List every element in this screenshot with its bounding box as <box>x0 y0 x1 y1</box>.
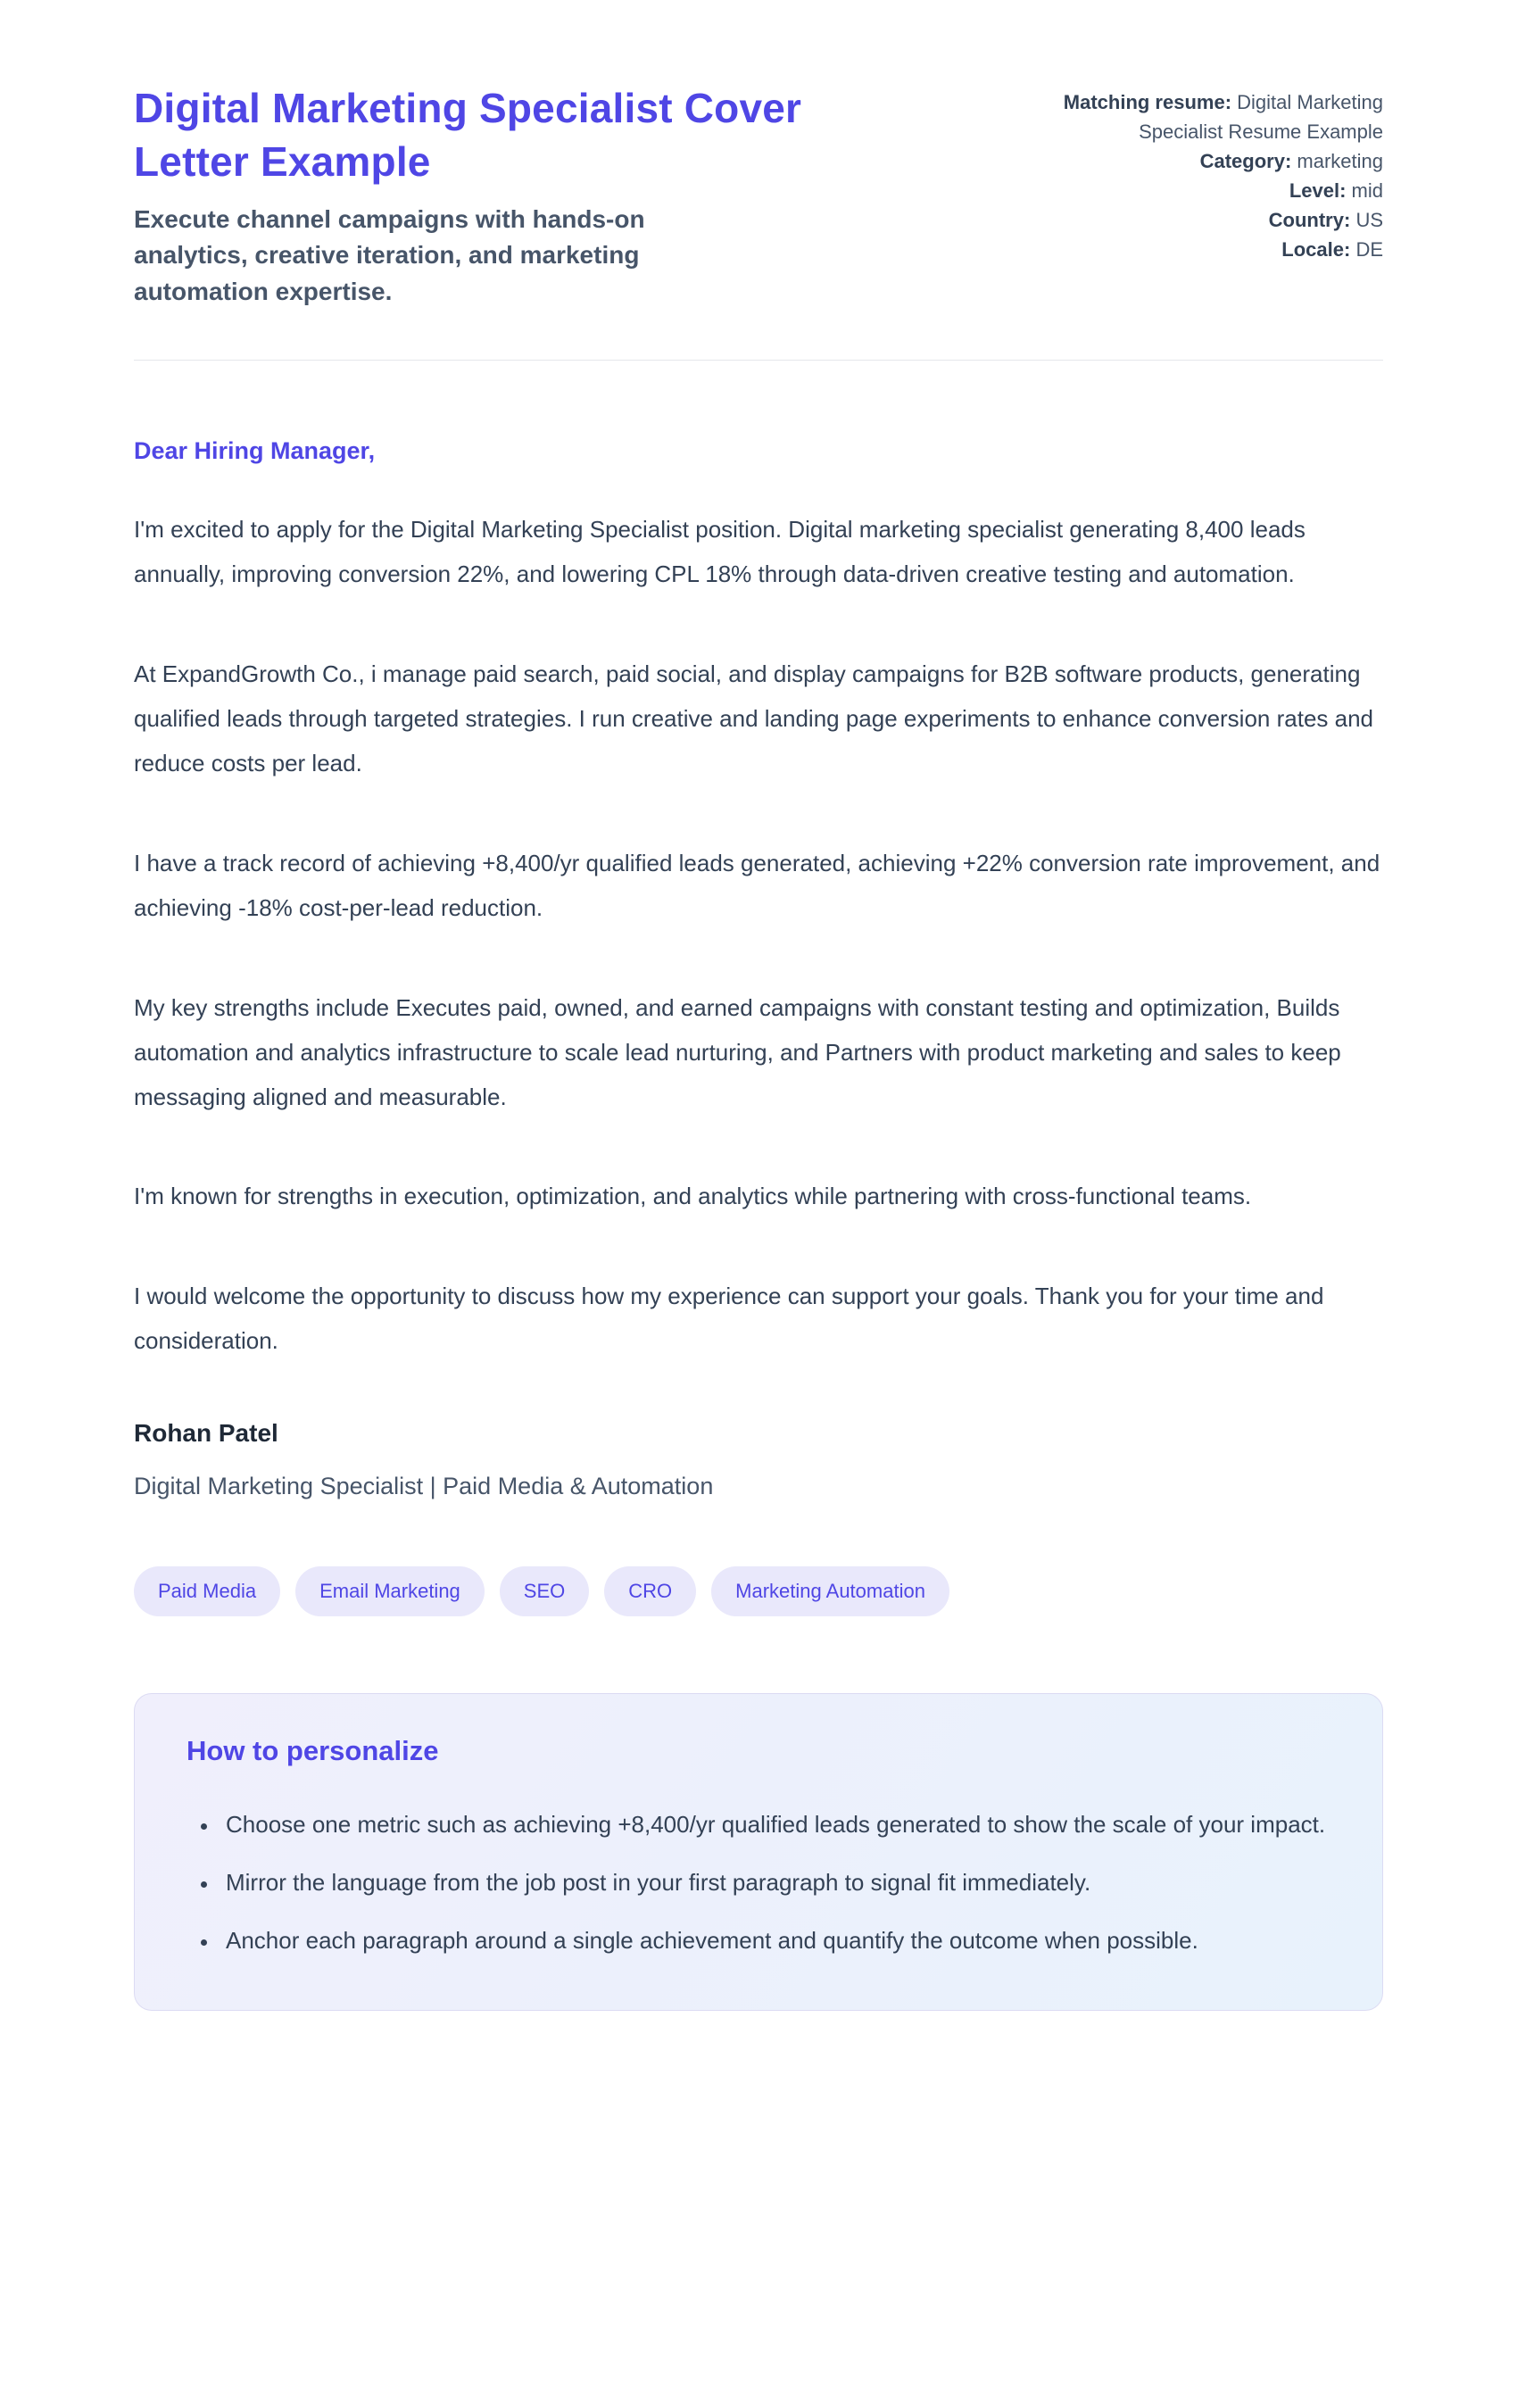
meta-panel <box>1026 82 1383 264</box>
meta-value: US <box>1355 209 1383 231</box>
meta-row <box>1026 205 1383 235</box>
meta-row <box>1026 87 1383 146</box>
meta-label: Category: <box>1199 150 1292 172</box>
tag-chip[interactable]: Marketing Automation <box>711 1566 949 1616</box>
letter-paragraph: I would welcome the opportunity to discuss how my experience can support your goals. Thank you for your time and consideration. <box>134 1283 1324 1355</box>
signature-title: Digital Marketing Specialist | Paid Media & Automation <box>134 1473 714 1500</box>
page-title: Digital Marketing Specialist Cover Letter Example <box>134 85 802 185</box>
header <box>134 82 1383 310</box>
personalize-box <box>134 1693 1383 2011</box>
section-divider <box>134 360 1383 361</box>
tag-chip[interactable]: Paid Media <box>134 1566 280 1616</box>
meta-label: Locale: <box>1281 238 1351 261</box>
tag-list <box>134 1566 1383 1616</box>
letter-paragraph: I have a track record of achieving +8,400/yr qualified leads generated, achieving +22% conversion rate improvement, and achieving -18% cost-per-lead reduction. <box>134 849 1380 921</box>
meta-label: Country: <box>1268 209 1351 231</box>
page-subtitle: Execute channel campaigns with hands-on analytics, creative iteration, and marketing automation expertise. <box>134 204 645 305</box>
personalize-bullet: • Anchor each paragraph around a single achievement and quantify the outcome when possible. <box>219 1919 1330 1964</box>
meta-value: Digital Marketing Specialist Resume Example <box>1139 91 1383 143</box>
meta-value: DE <box>1355 238 1383 261</box>
personalize-heading: How to personalize <box>187 1735 439 1767</box>
meta-row <box>1026 176 1383 205</box>
letter-body <box>134 508 1383 1364</box>
tag-chip[interactable]: CRO <box>604 1566 696 1616</box>
meta-value: marketing <box>1297 150 1383 172</box>
meta-value: mid <box>1351 179 1383 202</box>
header-title-block <box>134 82 919 310</box>
tag-chip[interactable]: Email Marketing <box>295 1566 485 1616</box>
meta-label: Level: <box>1289 179 1347 202</box>
letter-paragraph: I'm excited to apply for the Digital Marketing Specialist position. Digital marketing specialist generating 8,400 leads annually, improving conversion 22%, and lowering CPL 18% through data-driven creative testing and automation. <box>134 516 1306 588</box>
personalize-bullet: • Mirror the language from the job post in your first paragraph to signal fit immediately. <box>219 1861 1330 1906</box>
signature-name: Rohan Patel <box>134 1419 278 1448</box>
letter-paragraph: At ExpandGrowth Co., i manage paid search, paid social, and display campaigns for B2B software products, generating qualified leads through targeted strategies. I run creative and landing page experiments to enhance conversion rates and reduce costs per lead. <box>134 660 1374 776</box>
cover-letter <box>134 437 1383 1500</box>
meta-row <box>1026 146 1383 176</box>
letter-paragraph: My key strengths include Executes paid, owned, and earned campaigns with constant testing and optimization, Builds automation and analytics infrastructure to scale lead nurturing, and Partners with product marketing and sales to keep messaging aligned and measurable. <box>134 993 1341 1110</box>
meta-label: Matching resume: <box>1063 91 1232 113</box>
personalize-list <box>187 1803 1330 1964</box>
personalize-bullet: • Choose one metric such as achieving +8,400/yr qualified leads generated to show the scale of your impact. <box>219 1803 1330 1848</box>
greeting: Dear Hiring Manager, <box>134 437 376 465</box>
meta-row <box>1026 235 1383 264</box>
letter-paragraph: I'm known for strengths in execution, optimization, and analytics while partnering with cross-functional teams. <box>134 1183 1252 1210</box>
tag-chip[interactable]: SEO <box>500 1566 589 1616</box>
